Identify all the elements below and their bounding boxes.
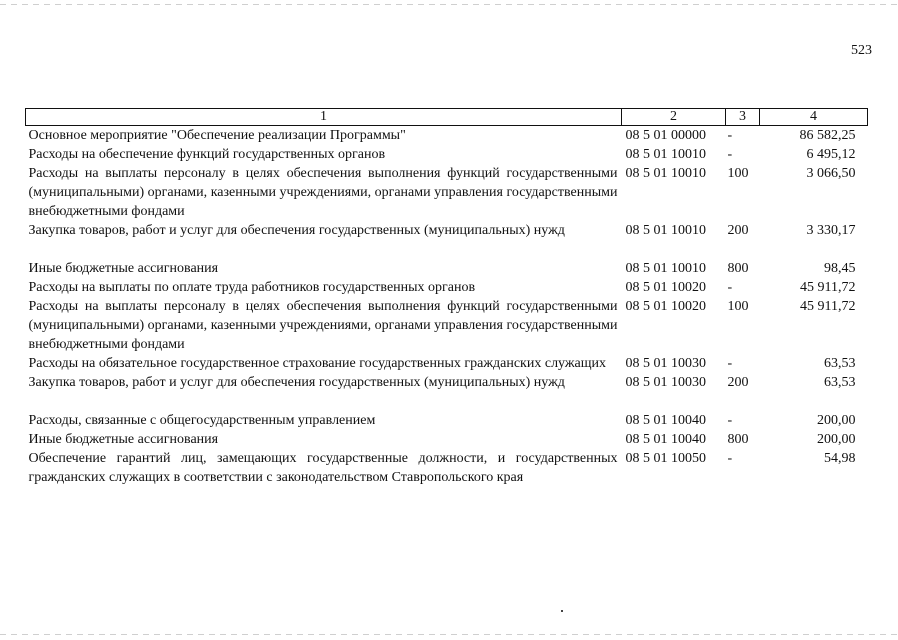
row-amount: 63,53 <box>824 375 856 390</box>
row-amount: 86 582,25 <box>799 128 856 143</box>
row-code: 08 5 01 10040 <box>625 413 706 428</box>
table-row <box>26 221 868 259</box>
row-amount: 98,45 <box>824 261 856 276</box>
table-row <box>26 278 868 297</box>
row-name: Расходы, связанные с общегосударственным управлением <box>28 413 376 428</box>
row-code: 08 5 01 10040 <box>625 432 706 447</box>
scan-edge-bottom <box>0 634 898 635</box>
row-name: Расходы на обеспечение функций государственных органов <box>28 147 386 162</box>
row-vr: - <box>727 128 733 143</box>
row-vr: 200 <box>727 223 749 238</box>
row-vr: - <box>727 147 733 162</box>
table-row <box>26 126 868 146</box>
row-name: Расходы на выплаты персоналу в целях обеспечения выполнения функций государственными (муниципальными) органами, казенными учреждениями, органами управления государственными внебюджетными фондами <box>28 299 618 352</box>
row-code: 08 5 01 10030 <box>625 375 706 390</box>
row-name: Закупка товаров, работ и услуг для обеспечения государственных (муниципальных) нужд <box>28 375 565 390</box>
header-col-2: 2 <box>622 109 726 126</box>
page-number: 523 <box>851 43 872 58</box>
row-vr: 800 <box>727 432 749 447</box>
scan-edge-top <box>0 4 898 5</box>
row-amount: 3 330,17 <box>806 223 856 238</box>
table-row <box>26 259 868 278</box>
row-code: 08 5 01 10010 <box>625 147 706 162</box>
row-amount: 6 495,12 <box>806 147 856 162</box>
row-vr: 800 <box>727 261 749 276</box>
row-amount: 200,00 <box>817 413 856 428</box>
row-code: 08 5 01 10010 <box>625 223 706 238</box>
table-row <box>26 449 868 487</box>
header-col-4: 4 <box>760 109 868 126</box>
row-vr: - <box>727 413 733 428</box>
row-vr: 100 <box>727 166 749 181</box>
table-row <box>26 164 868 221</box>
row-name: Расходы на обязательное государственное страхование государственных гражданских служащих <box>28 356 607 371</box>
row-amount: 45 911,72 <box>800 299 856 314</box>
row-code: 08 5 01 10050 <box>625 451 706 466</box>
row-vr: - <box>727 280 733 295</box>
table-row <box>26 430 868 449</box>
row-name: Обеспечение гарантий лиц, замещающих государственные должности, и государственных гражданских служащих в соответствии с законодательством Ставропольского края <box>28 451 618 485</box>
row-code: 08 5 01 10010 <box>625 166 706 181</box>
row-amount: 45 911,72 <box>800 280 856 295</box>
budget-table <box>25 108 868 487</box>
row-vr: 200 <box>727 375 749 390</box>
table-row <box>26 373 868 411</box>
row-code: 08 5 01 10020 <box>625 299 706 314</box>
row-code: 08 5 01 10030 <box>625 356 706 371</box>
header-col-1: 1 <box>26 109 622 126</box>
row-code: 08 5 01 10010 <box>625 261 706 276</box>
row-vr: - <box>727 356 733 371</box>
row-amount: 200,00 <box>817 432 856 447</box>
row-amount: 63,53 <box>824 356 856 371</box>
row-name: Расходы на выплаты по оплате труда работников государственных органов <box>28 280 476 295</box>
row-amount: 3 066,50 <box>806 166 856 181</box>
row-code: 08 5 01 10020 <box>625 280 706 295</box>
header-col-3: 3 <box>726 109 760 126</box>
table-row <box>26 297 868 354</box>
row-amount: 54,98 <box>824 451 856 466</box>
row-name: Основное мероприятие "Обеспечение реализации Программы" <box>28 128 406 143</box>
row-vr: - <box>727 451 733 466</box>
row-name: Закупка товаров, работ и услуг для обеспечения государственных (муниципальных) нужд <box>28 223 565 238</box>
table-row <box>26 354 868 373</box>
row-name: Иные бюджетные ассигнования <box>28 432 219 447</box>
row-vr: 100 <box>727 299 749 314</box>
table-header <box>26 109 868 126</box>
row-name: Расходы на выплаты персоналу в целях обеспечения выполнения функций государственными (муниципальными) органами, казенными учреждениями, органами управления государственными внебюджетными фондами <box>28 166 618 219</box>
table-body <box>26 126 868 488</box>
table-row <box>26 411 868 430</box>
row-name: Иные бюджетные ассигнования <box>28 261 219 276</box>
row-code: 08 5 01 00000 <box>625 128 706 143</box>
scan-speck <box>561 610 563 612</box>
header-row <box>26 109 868 126</box>
table-row <box>26 145 868 164</box>
